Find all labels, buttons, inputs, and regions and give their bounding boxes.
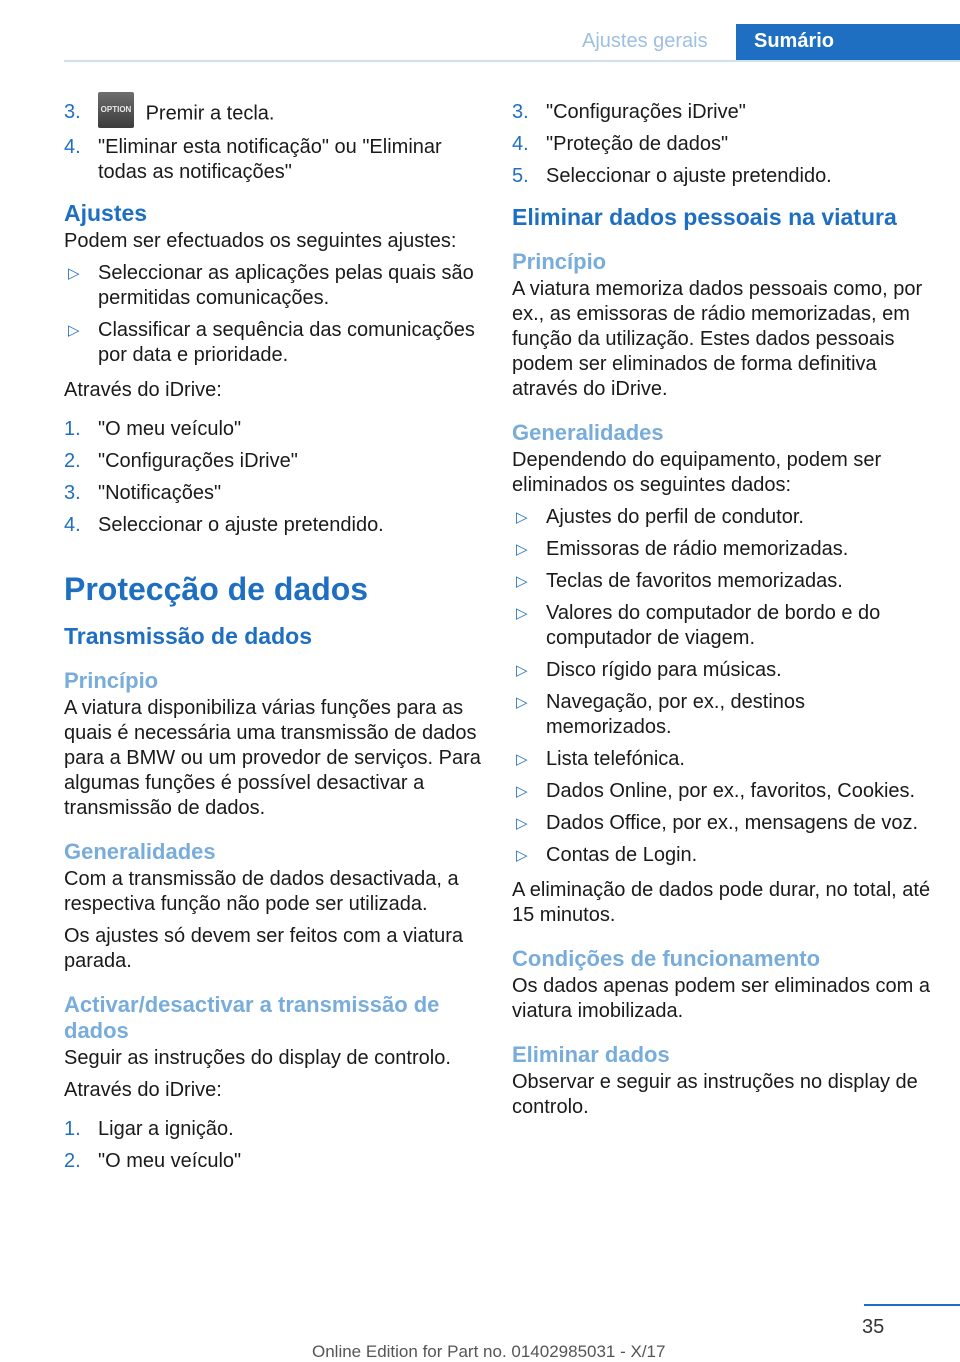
footer-rule [864,1304,960,1306]
step-number: 4. [64,136,81,158]
bullet-text: Emissoras de rádio memorizadas. [546,538,849,560]
eliminar-dados-text: Observar e seguir as instruções no display de controlo. [512,1071,918,1118]
step-number: 1. [64,1118,81,1140]
generalidades-text-1: Com a transmissão de dados desactivada, a respectiva função não pode ser utilizada. [64,868,459,915]
step-text: "Configurações iDrive" [546,101,746,123]
list-item [512,690,932,740]
triangle-bullet-icon: ▷ [516,783,528,800]
generalidades-intro: Dependendo do equipamento, podem ser eliminados os seguintes dados: [512,449,882,496]
step-number: 3. [64,482,81,504]
list-item [512,569,932,594]
triangle-bullet-icon: ▷ [516,815,528,832]
step-text: "Eliminar esta notificação" ou "Eliminar todas as notificações" [98,136,442,183]
step-text: "Notificações" [98,482,222,504]
step-number: 5. [512,165,529,187]
via-idrive-text: Através do iDrive: [64,379,222,401]
step-text: Seleccionar o ajuste pretendido. [98,514,384,536]
principio-text: A viatura disponibiliza várias funções para as quais é necessária uma transmissão de dados para a BMW ou um provedor de serviços. Para algumas funções é possível desactivar a transmissão de dados. [64,697,481,819]
ajustes-bullets [64,261,484,368]
activar-text: Seguir as instruções do display de controlo. [64,1047,451,1069]
list-item [512,601,932,651]
via-idrive-text-2: Através do iDrive: [64,1079,222,1101]
list-item [64,1117,484,1142]
list-item [64,417,484,442]
principio-heading: Princípio [512,249,607,274]
bullet-text: Ajustes do perfil de condutor. [546,506,804,528]
triangle-bullet-icon: ▷ [516,605,528,622]
header-tab-contents[interactable]: Sumário [736,24,960,62]
eliminar-dados-heading: Eliminar dados [512,1042,670,1067]
list-item [512,132,932,157]
generalidades-heading: Generalidades [64,839,216,864]
ajustes-intro: Podem ser efectuados os seguintes ajustes: [64,230,457,252]
list-item [64,135,484,185]
triangle-bullet-icon: ▷ [516,694,528,711]
bullet-text: Dados Online, por ex., favoritos, Cookies. [546,780,916,802]
option-key-icon: OPTION [98,92,134,128]
list-item [512,843,932,868]
principio-heading: Princípio [64,668,159,693]
step-number: 4. [512,133,529,155]
list-item [512,779,932,804]
bullet-text: Teclas de favoritos memorizadas. [546,570,843,592]
step-text: Premir a tecla. [145,102,275,125]
bullet-text: Seleccionar as aplicações pelas quais são permitidas comunicações. [98,262,474,309]
step-number: 1. [64,418,81,440]
bullet-text: Contas de Login. [546,844,698,866]
triangle-bullet-icon: ▷ [516,751,528,768]
step-number: 3. [64,101,81,123]
list-item [512,658,932,683]
generalidades-text-2: Os ajustes só devem ser feitos com a viatura parada. [64,925,464,972]
section-title: Protecção de dados [64,571,369,607]
data-bullets [512,505,932,868]
principio-text: A viatura memoriza dados pessoais como, por ex., as emissoras de rádio memorizadas, em função da utilização. Estes dados pessoais podem ser eliminados de forma definitiva através do iDrive. [512,278,923,400]
left-column [64,100,484,1184]
triangle-bullet-icon: ▷ [516,662,528,679]
list-item [512,537,932,562]
bullet-text: Valores do computador de bordo e do computador de viagem. [546,602,881,649]
condicoes-heading: Condições de funcionamento [512,946,821,971]
steps-list-b [64,417,484,538]
list-item [512,747,932,772]
transmissao-heading: Transmissão de dados [64,623,312,649]
triangle-bullet-icon: ▷ [68,265,80,282]
step-number: 3. [512,101,529,123]
header-section-link[interactable]: Ajustes gerais [582,30,708,52]
list-item [64,100,484,128]
triangle-bullet-icon: ▷ [516,847,528,864]
right-column [512,100,932,1127]
list-item [512,100,932,125]
step-text: Seleccionar o ajuste pretendido. [546,165,832,187]
list-item [64,318,484,368]
triangle-bullet-icon: ▷ [516,573,528,590]
condicoes-text: Os dados apenas podem ser eliminados com a viatura imobilizada. [512,975,931,1022]
bullet-text: Dados Office, por ex., mensagens de voz. [546,812,919,834]
step-text: "Proteção de dados" [546,133,729,155]
list-item [512,811,932,836]
step-number: 2. [64,450,81,472]
list-item [64,1149,484,1174]
step-text: "Configurações iDrive" [98,450,298,472]
ajustes-heading: Ajustes [64,200,148,226]
step-text: "O meu veículo" [98,418,242,440]
list-item [512,164,932,189]
steps-list-d [512,100,932,189]
triangle-bullet-icon: ▷ [68,322,80,339]
bullet-text: Navegação, por ex., destinos memorizados. [546,691,806,738]
list-item [512,505,932,530]
list-item [64,261,484,311]
steps-list-c [64,1117,484,1174]
list-item [64,513,484,538]
eliminar-heading: Eliminar dados pessoais na viatura [512,204,897,230]
edition-text: Online Edition for Part no. 01402985031 - X/17 [312,1342,666,1361]
bullet-text: Classificar a sequência das comunicações por data e prioridade. [98,319,475,366]
generalidades-heading: Generalidades [512,420,664,445]
bullet-text: Lista telefónica. [546,748,685,770]
page-number: 35 [862,1316,885,1338]
step-text: Ligar a ignição. [98,1118,234,1140]
triangle-bullet-icon: ▷ [516,541,528,558]
list-item [64,449,484,474]
steps-list-a [64,100,484,185]
activar-heading: Activar/desactivar a transmissão de dados [64,992,440,1043]
step-number: 4. [64,514,81,536]
duration-text: A eliminação de dados pode durar, no total, até 15 minutos. [512,879,931,926]
step-text: "O meu veículo" [98,1150,242,1172]
bullet-text: Disco rígido para músicas. [546,659,782,681]
step-number: 2. [64,1150,81,1172]
triangle-bullet-icon: ▷ [516,509,528,526]
list-item [64,481,484,506]
header-rule [64,60,960,62]
